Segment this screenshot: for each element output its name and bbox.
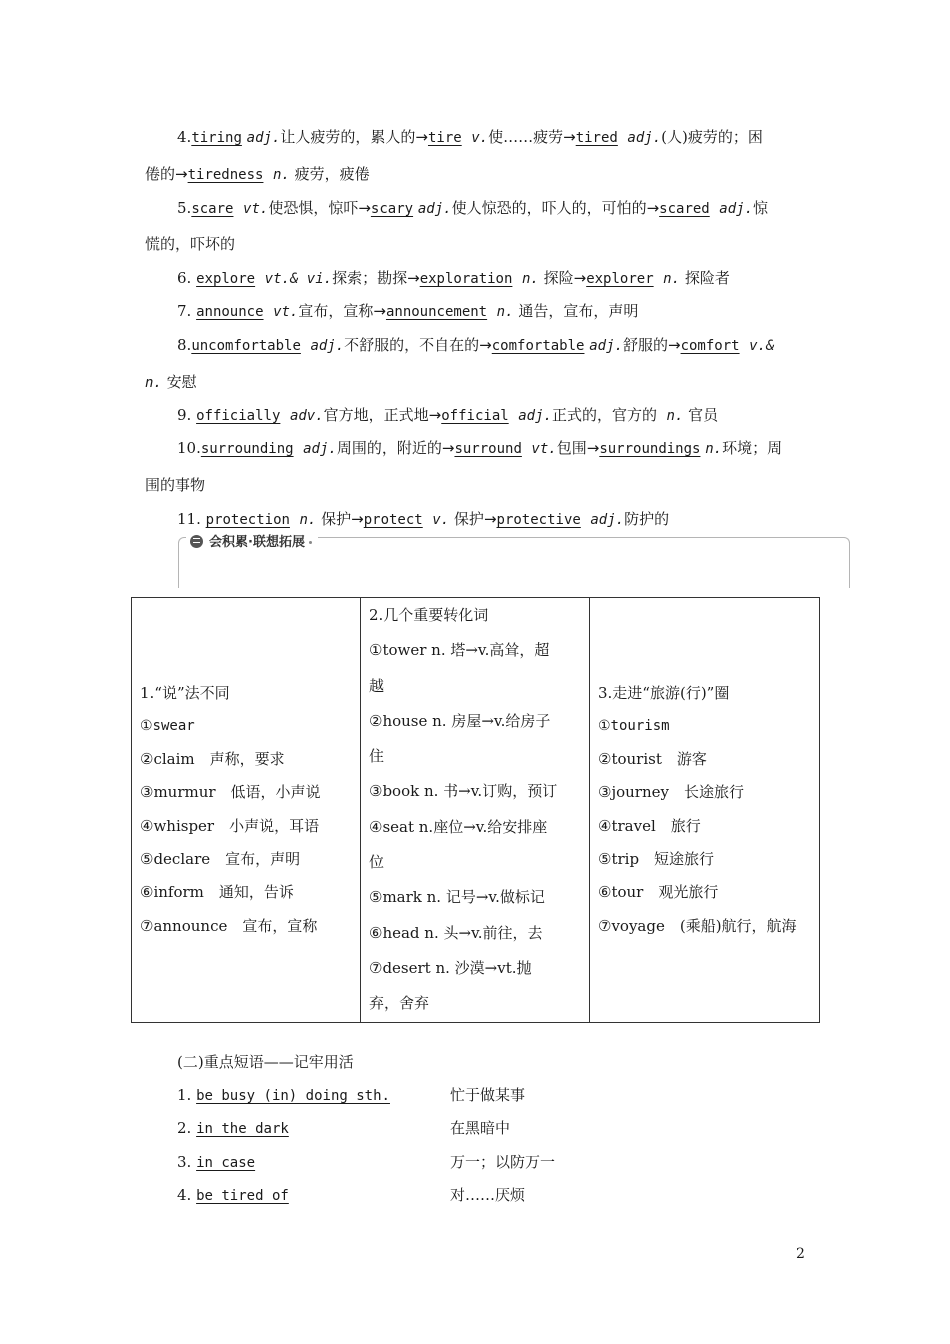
list-item: ①swear [140,717,195,734]
col-title: 2.几个重要转化词 [369,606,489,624]
list-item: 住 [369,747,385,766]
list-item: ③journey 长途旅行 [598,783,744,802]
list-item: ⑤declare 宣布，声明 [140,850,301,869]
section-bar-title: 会积累·联想拓展 [186,534,318,552]
entry-10-line-1: 10.surrounding adj.周围的，附近的→surround vt.包围→surroundings n.环境；周 [177,439,783,457]
list-item: ⑦voyage (乘船)航行，航海 [598,916,797,935]
entry-4-line-2: 倦的→tiredness n. 疲劳，疲倦 [145,165,370,183]
phrase-meaning: 万一；以防万一 [450,1153,556,1171]
list-item: ③murmur 低语，小声说 [140,783,321,802]
entry-11: 11. protection n. 保护→protect v. 保护→protective adj.防护的 [177,510,670,528]
list-item: ⑥inform 通知，告诉 [140,883,294,902]
list-item: 位 [369,853,385,872]
page-number: 2 [796,1246,805,1262]
list-item: ①tower n. 塔→v.高耸，超 [369,641,550,660]
list-item: ⑥head n. 头→v.前往，去 [369,923,543,942]
table-col-conversion [361,598,590,1023]
list-item: ⑦desert n. 沙漠→vt.抛 [369,958,532,977]
phrase-row: 3. in case [177,1153,256,1171]
entry-8-line-1: 8.uncomfortable adj.不舒服的，不自在的→comfortable adj.舒服的→comfort v.& [177,336,775,354]
book-icon [190,535,203,548]
col-title: 1.“说”法不同 [140,683,230,702]
phrase-meaning: 在黑暗中 [450,1119,511,1137]
table-col-say [132,598,361,1023]
entry-5-line-2: 慌的，吓坏的 [145,235,236,253]
list-item: ①tourism [598,717,670,734]
list-item: ④travel 旅行 [598,816,701,835]
list-item: ②claim 声称，要求 [140,750,285,769]
list-item: ⑥tour 观光旅行 [598,883,719,902]
extension-table [131,597,820,1023]
list-item: ③book n. 书→v.订购，预订 [369,782,558,801]
list-item: 弃，舍弃 [369,994,430,1013]
phrase-row: 1. be busy (in) doing sth. [177,1086,390,1104]
col-title: 3.走进“旅游(行)”圈 [598,683,730,702]
list-item: ⑦announce 宣布，宣称 [140,916,318,935]
dot-icon [309,541,312,544]
entry-10-line-2: 围的事物 [145,476,206,494]
entry-4-line-1: 4.tiring adj.让人疲劳的，累人的→tire v.使……疲劳→tired adj.(人)疲劳的；困 [177,128,763,146]
list-item: ②house n. 房屋→v.给房子 [369,711,551,730]
entry-9: 9. officially adv.官方地，正式地→official adj.正式的，官方的 n. 官员 [177,406,719,424]
entry-8-line-2: n. 安慰 [145,373,197,391]
list-item: ⑤mark n. 记号→v.做标记 [369,888,545,907]
phrase-row: 4. be tired of [177,1186,289,1204]
list-item: 越 [369,676,385,695]
table-col-travel [590,598,820,1023]
entry-6: 6. explore vt.& vi.探索；勘探→exploration n. 探险→explorer n. 探险者 [177,269,730,287]
phrase-meaning: 忙于做某事 [450,1086,526,1104]
list-item: ④seat n.座位→v.给安排座 [369,817,548,836]
list-item: ②tourist 游客 [598,750,707,769]
list-item: ④whisper 小声说，耳语 [140,816,320,835]
phrase-meaning: 对……厌烦 [450,1186,526,1204]
phrase-row: 2. in the dark [177,1119,289,1137]
entry-5-line-1: 5.scare vt.使恐惧，惊吓→scary adj.使人惊恐的，吓人的，可怕的→scared adj.惊 [177,199,769,217]
phrases-heading: (二)重点短语——记牢用活 [177,1053,354,1071]
list-item: ⑤trip 短途旅行 [598,850,715,869]
entry-7: 7. announce vt.宣布，宣称→announcement n. 通告，宣布，声明 [177,302,639,320]
